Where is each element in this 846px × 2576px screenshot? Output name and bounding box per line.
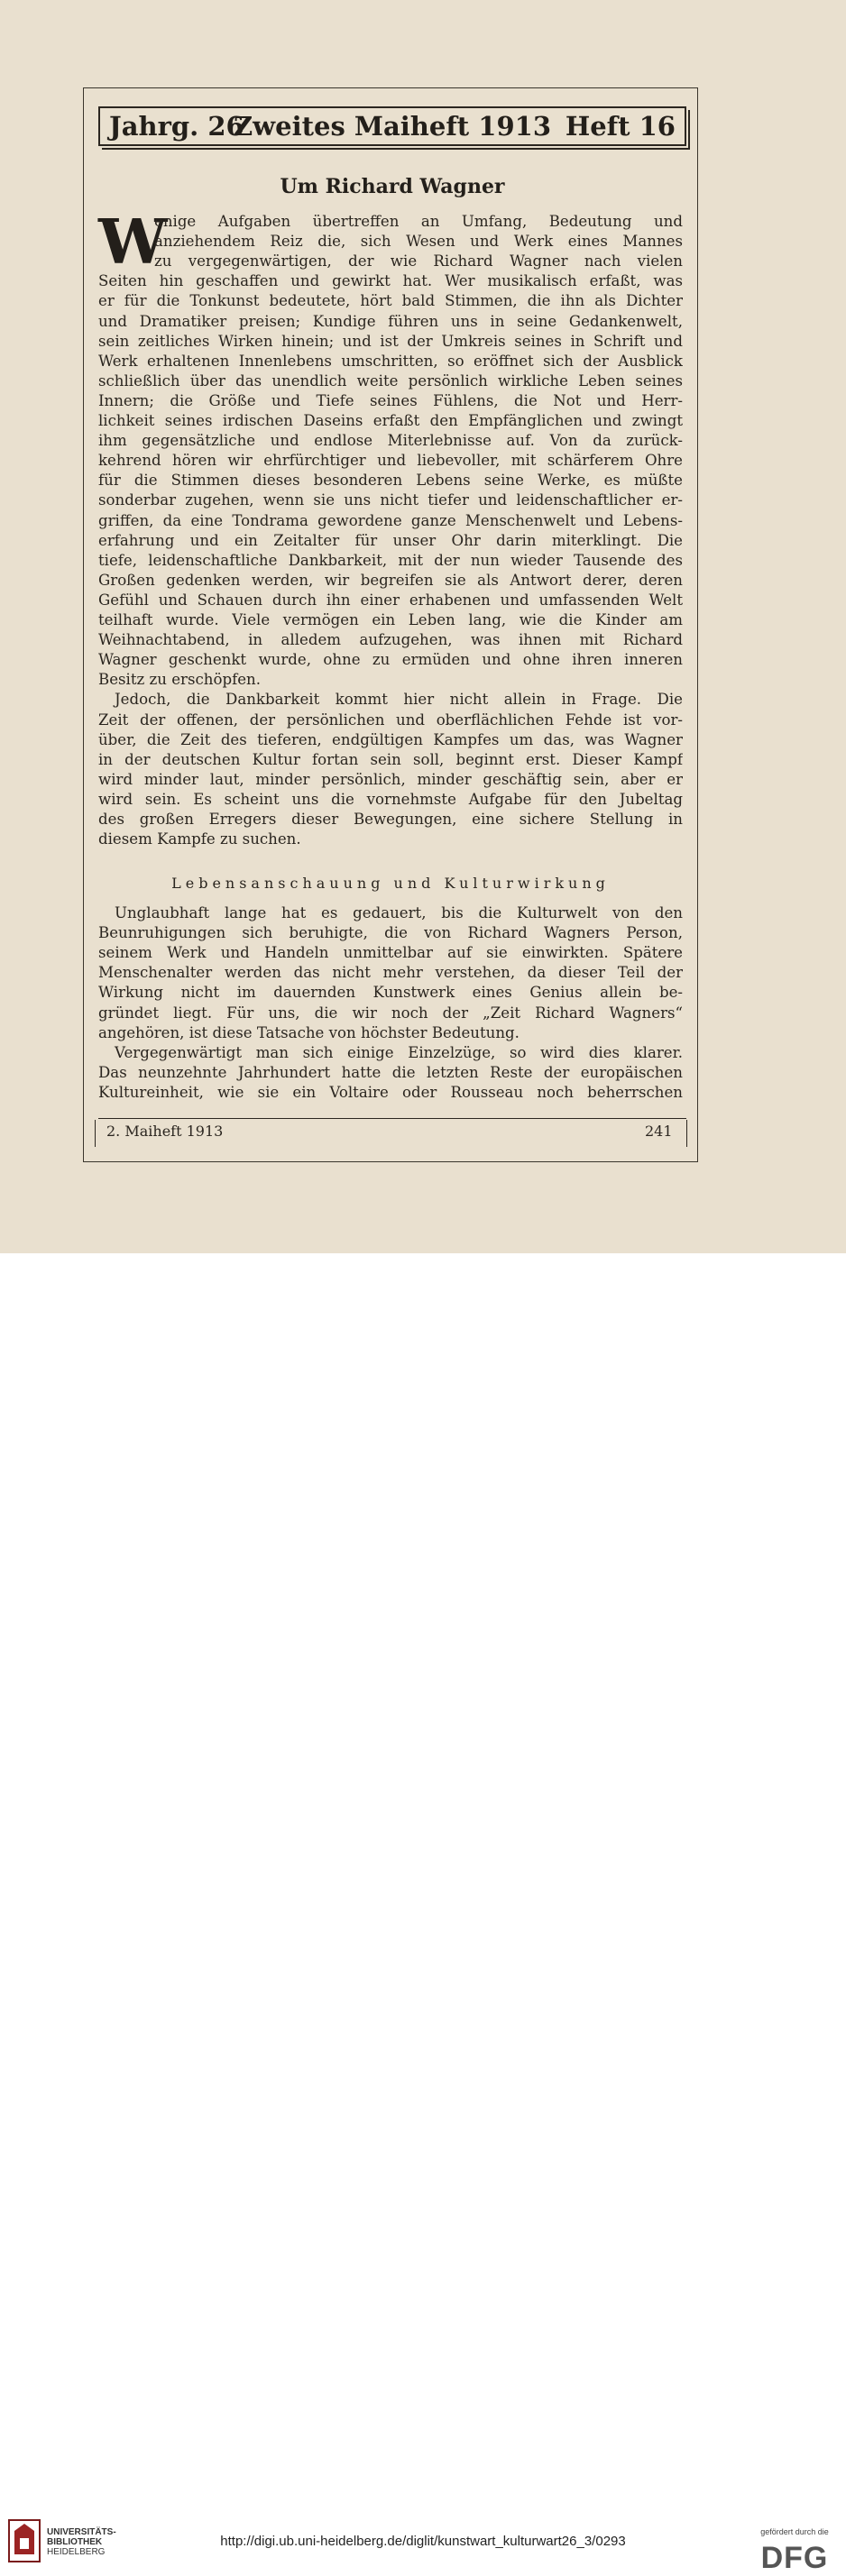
text-line: wird minder laut, minder persönlich, minder geschäftig sein, aber er <box>98 770 683 788</box>
volume-label: Jahrg. 26 <box>109 111 244 142</box>
text-line: Weihnachtabend, in alledem aufzugehen, was ihnen mit Richard <box>98 631 683 649</box>
article-title: Um Richard Wagner <box>280 175 505 198</box>
text-line: Besitz zu erschöpfen. <box>98 671 262 689</box>
text-line: Wirkung nicht im dauernden Kunstwerk eines Genius allein be- <box>98 984 683 1002</box>
text-line: Werk erhaltenen Innenlebens umschritten, so eröffnet sich der Ausblick <box>98 352 683 370</box>
text-line: angehören, ist diese Tatsache von höchster Bedeutung. <box>98 1023 520 1041</box>
text-line: Jedoch, die Dankbarkeit kommt hier nicht allein in Frage. Die <box>115 691 683 709</box>
text-line: tiefe, leidenschaftliche Dankbarkeit, mit der nun wieder Tausende des <box>98 551 683 569</box>
page-url-link[interactable]: http://digi.ub.uni-heidelberg.de/diglit/kunstwart_kulturwart26_3/0293 <box>220 2534 626 2549</box>
text-line: Kultureinheit, wie sie ein Voltaire oder Rousseau noch beherrschen <box>98 1083 683 1101</box>
text-line: Großen gedenken werden, wir begreifen sie als Antwort derer, deren <box>98 571 683 589</box>
text-line: seinem Werk und Handeln unmittelbar auf sie einwirkten. Spätere <box>98 944 683 962</box>
drop-cap: W <box>98 206 168 279</box>
text-line: zu vergegenwärtigen, der wie Richard Wagner nach vielen <box>154 252 683 270</box>
text-line: wird sein. Es scheint uns die vornehmste Aufgabe für den Jubeltag <box>98 790 683 808</box>
text-line: Gefühl und Schauen durch ihn einer erhabenen und umfassenden Welt <box>98 591 683 609</box>
issue-number: Heft 16 <box>565 111 676 142</box>
text-line: teilhaft wurde. Viele vermögen ein Leben lang, wie die Kinder am <box>98 611 683 628</box>
text-line: sein zeitliches Wirken hinein; und ist der Umkreis seines in Schrift und <box>98 332 683 350</box>
text-line: anziehendem Reiz die, sich Wesen und Werk eines Mannes <box>154 233 683 251</box>
viewer-footer <box>0 1253 846 2575</box>
institution-name: UNIVERSITÄTS- BIBLIOTHEK HEIDELBERG <box>47 2527 116 2557</box>
text-line: und Dramatiker preisen; Kundige führen uns in seine Gedankenwelt, <box>98 312 683 330</box>
text-line: sonderbar zugehen, wenn sie uns nicht tiefer und leidenschaftlicher er- <box>98 491 683 509</box>
text-line: schließlich über das unendlich weite persönlich wirkliche Leben seines <box>98 371 683 390</box>
footer-rule <box>98 1118 686 1119</box>
text-line: Unglaubhaft lange hat es gedauert, bis die Kulturwelt von den <box>115 904 683 921</box>
footer-issue: 2. Maiheft 1913 <box>106 1123 224 1140</box>
text-line: Menschenalter werden das nicht mehr verstehen, da dieser Teil der <box>98 964 683 982</box>
text-line: erfahrung und ein Zeitalter für unser Ohr darin miterklingt. Die <box>98 531 683 549</box>
footer-divider-left <box>95 1120 96 1147</box>
text-line: diesem Kampfe zu suchen. <box>98 830 301 848</box>
footer-divider-right <box>686 1120 687 1147</box>
funder-label: gefördert durch die <box>760 2527 829 2536</box>
text-line: er für die Tonkunst bedeutete, hört bald Stimmen, die ihn als Dichter <box>98 292 683 310</box>
text-line: ihm gegensätzliche und endlose Miterlebnisse auf. Von da zurück- <box>98 432 683 450</box>
text-line: Wagner geschenkt wurde, ohne zu ermüden und ohne ihren inneren <box>98 651 683 669</box>
section-subheading: Lebensanschauung und Kulturwirkung <box>171 875 610 892</box>
dfg-logo: DFG <box>760 2541 829 2575</box>
issue-header <box>98 106 686 146</box>
text-line: lichkeit seines irdischen Daseins erfaßt den Empfänglichen und zwingt <box>98 412 683 429</box>
issue-title: Zweites Maiheft 1913 <box>234 111 551 142</box>
text-line: Beunruhigungen sich beruhigte, die von Richard Wagners Person, <box>98 924 683 942</box>
article-body-continued <box>98 903 683 1107</box>
text-line: gründet liegt. Für uns, die wir noch der „Zeit Richard Wagners“ <box>98 1004 683 1022</box>
article-body <box>98 206 683 848</box>
text-line: griffen, da eine Tondrama gewordene ganze Menschenwelt und Lebens- <box>98 511 683 529</box>
text-line: Zeit der offenen, der persönlichen und oberflächlichen Fehde ist vor- <box>98 710 683 729</box>
text-line: Das neunzehnte Jahrhundert hatte die letzten Reste der europäischen <box>98 1063 683 1081</box>
scanned-page <box>0 0 846 1253</box>
text-line: über, die Zeit des tieferen, endgültigen Kampfes um das, was Wagner <box>98 730 683 748</box>
text-line: Seiten hin geschaffen und gewirkt hat. Wer musikalisch erfaßt, was <box>98 272 683 290</box>
text-line: enige Aufgaben übertreffen an Umfang, Bedeutung und <box>154 213 683 230</box>
text-line: des großen Erregers dieser Bewegungen, eine sichere Stellung in <box>98 811 683 828</box>
text-line: kehrend hören wir ehrfürchtiger und liebevoller, mit schärferem Ohre <box>98 452 683 470</box>
text-line: für die Stimmen dieses besonderen Lebens seine Werke, es müßte <box>98 472 683 490</box>
text-line: in der deutschen Kultur fortan sein soll, beginnt erst. Dieser Kampf <box>98 750 683 768</box>
text-line: Innern; die Größe und Tiefe seines Fühlens, die Not und Herr- <box>98 391 683 409</box>
page-number: 241 <box>645 1123 673 1140</box>
text-line: Vergegenwärtigt man sich einige Einzelzüge, so wird dies klarer. <box>115 1043 683 1061</box>
